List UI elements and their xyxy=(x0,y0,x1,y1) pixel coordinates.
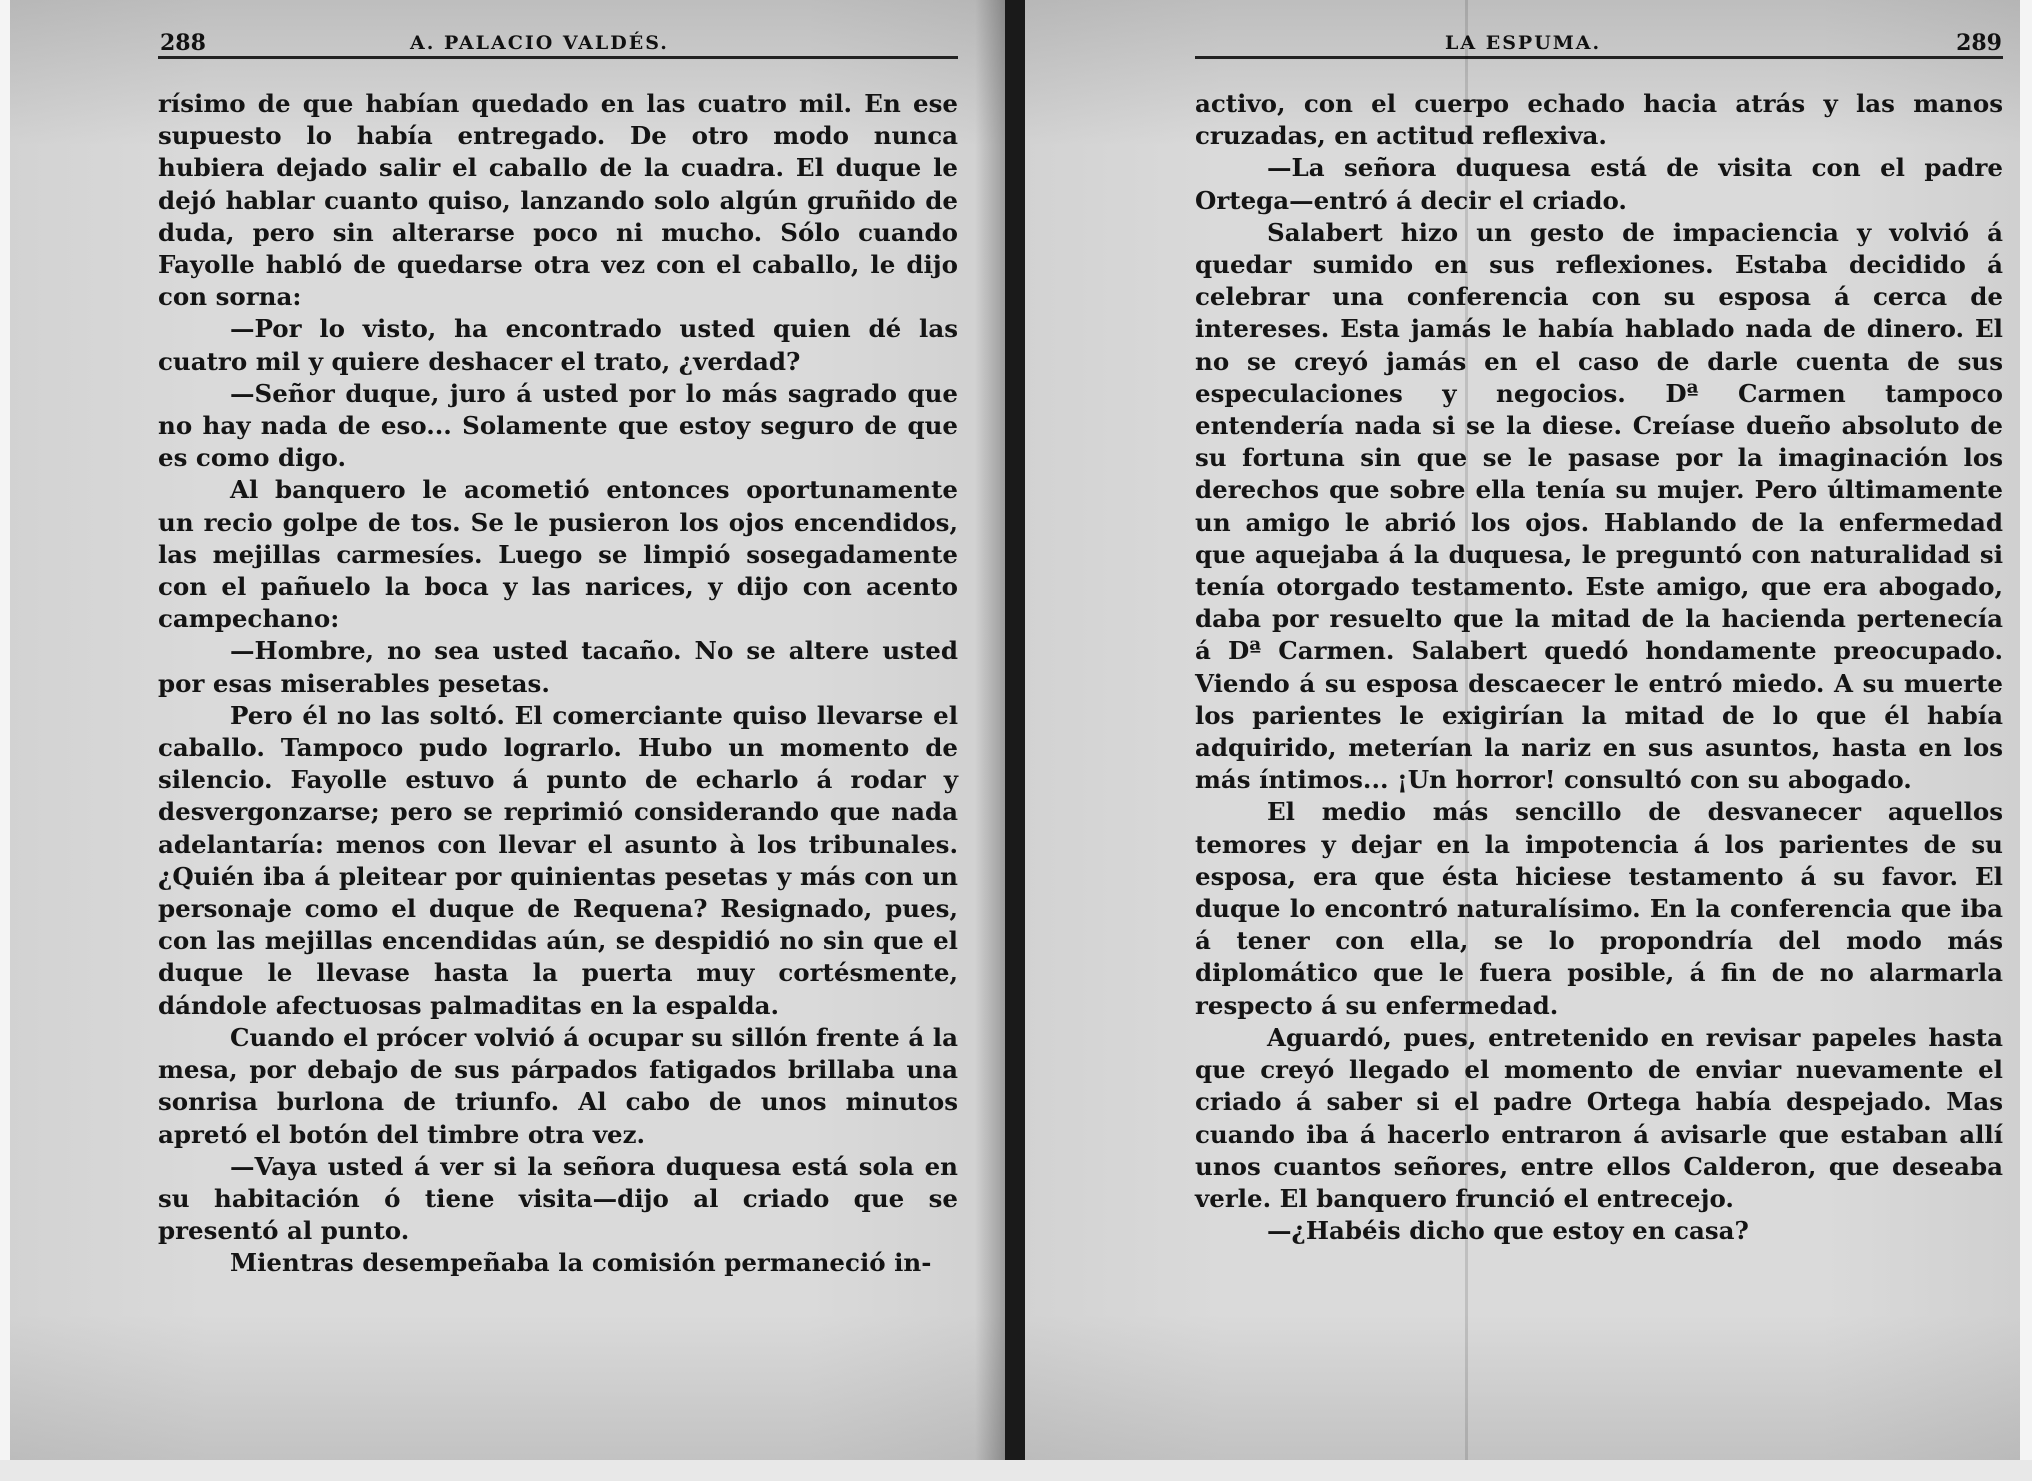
page-number: 289 xyxy=(1956,30,2002,56)
paragraph: —Por lo visto, ha encontrado usted quien dé las cuatro mil y quiere deshacer el trato, ¿verdad? xyxy=(158,314,958,376)
paragraph: —Señor duque, juro á usted por lo más sagrado que no hay nada de eso... Solamente que estoy seguro de que es como digo. xyxy=(158,378,958,473)
header-rule xyxy=(158,56,958,59)
paragraph: rísimo de que habían quedado en las cuatro mil. En ese supuesto lo había entregado. De otro modo nunca hubiera dejado salir el caballo de la cuadra. El duque le dejó hablar cuanto quiso, lanzando solo algún gruñido de duda, pero sin alterarse poco ni mucho. Sólo cuando Fayolle habló de quedarse otra vez con el caballo, le dijo con sorna: xyxy=(158,89,958,312)
paragraph: Aguardó, pues, entretenido en revisar papeles hasta que creyó llegado el momento de enviar nuevamente el criado á saber si el padre Ortega había despejado. Mas cuando iba á hacerlo entraron á avisarle que estaban allí unos cuantos señores, entre ellos Calderon, que deseaba verle. El banquero frunció el entrecejo. xyxy=(1195,1022,2003,1213)
paragraph: activo, con el cuerpo echado hacia atrás y las manos cruzadas, en actitud reflexiva. xyxy=(1195,89,2003,151)
paragraph: El medio más sencillo de desvanecer aquellos temores y dejar en la impotencia á los parientes de su esposa, era que ésta hiciese testamento á su favor. El duque lo encontró naturalísimo. En la conferencia que iba á tener con ella, se lo propondría del modo más diplomático que le fuera posible, á fin de no alarmarla respecto á su enfermedad. xyxy=(1195,797,2003,1020)
header-rule xyxy=(1195,56,2003,59)
paragraph: —¿Habéis dicho que estoy en casa? xyxy=(1267,1216,1749,1246)
paragraph: Pero él no las soltó. El comerciante quiso llevarse el caballo. Tampoco pudo lograrlo. Hubo un momento de silencio. Fayolle estuvo á punto de echarlo á rodar y desvergonzarse; pero se reprimió considerando que nada adelantaría: menos con llevar el asunto à los tribunales. ¿Quién iba á pleitear por quinientas pesetas y más con un personaje como el duque de Requena? Resignado, pues, con las mejillas encendidas aún, se despidió no sin que el duque le llevase hasta la puerta muy cortésmente, dándole afectuosas palmaditas en la espalda. xyxy=(158,700,958,1020)
paragraph: —Hombre, no sea usted tacaño. No se altere usted por esas miserables pesetas. xyxy=(158,636,958,698)
paragraph: —La señora duquesa está de visita con el padre Ortega—entró á decir el criado. xyxy=(1195,153,2003,215)
paragraph: Cuando el prócer volvió á ocupar su sillón frente á la mesa, por debajo de sus párpados fatigados brillaba una sonrisa burlona de triunfo. Al cabo de unos minutos apretó el botón del timbre otra vez. xyxy=(158,1022,958,1149)
paragraph: Al banquero le acometió entonces oportunamente un recio golpe de tos. Se le pusieron los ojos encendidos, las mejillas carmesíes. Luego se limpió sosegadamente con el pañuelo la boca y las narices, y dijo con acento campechano: xyxy=(158,475,958,634)
left-page xyxy=(10,0,1005,1460)
page-body xyxy=(1195,88,2003,1247)
paragraph: Salabert hizo un gesto de impaciencia y volvió á quedar sumido en sus reflexiones. Estaba decidido á celebrar una conferencia con su esposa á cerca de intereses. Esta jamás le había hablado nada de dinero. El no se creyó jamás en el caso de darle cuenta de sus especulaciones y negocios. Dª Carmen tampoco entendería nada si se la diese. Creíase dueño absoluto de su fortuna sin que se le pasase por la imaginación los derechos que sobre ella tenía su mujer. Pero últimamente un amigo le abrió los ojos. Hablando de la enfermedad que aquejaba á la duquesa, le preguntó con naturalidad si tenía otorgado testamento. Este amigo, que era abogado, daba por resuelto que la mitad de la hacienda pertenecía á Dª Carmen. Salabert quedó hondamente preocupado. Viendo á su esposa descaecer le entró miedo. A su muerte los parientes le exigirían la mitad de lo que él había adquirido, meterían la nariz en sus asuntos, hasta en los más íntimos... ¡Un horror! consultó con su abogado. xyxy=(1195,217,2003,795)
paragraph: —Vaya usted á ver si la señora duquesa está sola en su habitación ó tiene visita—dijo al criado que se presentó al punto. xyxy=(158,1151,958,1246)
page-body xyxy=(158,88,958,1280)
scan-bottom-edge xyxy=(0,1460,2032,1481)
running-head: LA ESPUMA. xyxy=(1445,32,1602,54)
running-head: A. PALACIO VALDÉS. xyxy=(410,32,669,54)
gutter-shadow xyxy=(975,0,1005,1481)
right-page xyxy=(1025,0,2020,1460)
book-gutter xyxy=(1005,0,1025,1481)
paragraph: Mientras desempeñaba la comisión permaneció in- xyxy=(230,1248,932,1278)
page-number: 288 xyxy=(160,30,206,56)
